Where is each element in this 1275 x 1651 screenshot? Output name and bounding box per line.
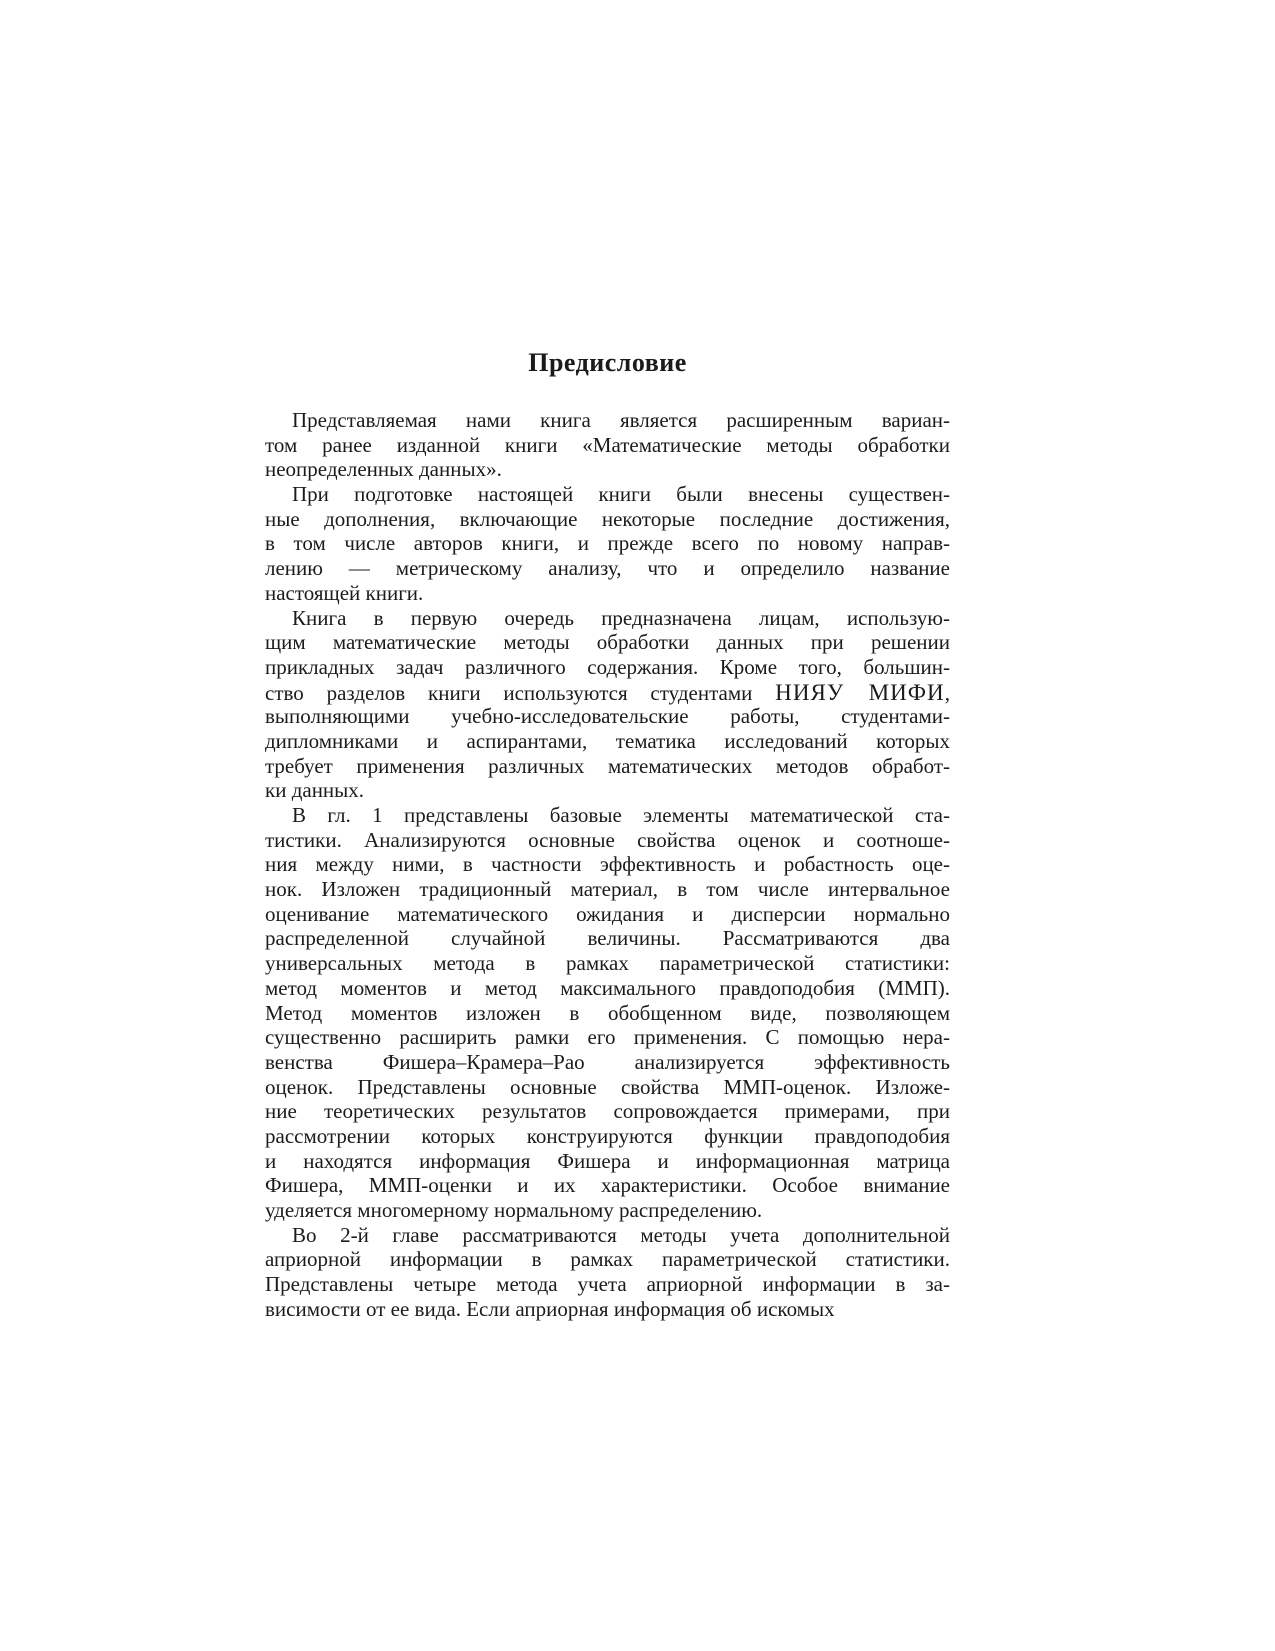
text-line: Книга в первую очередь предназначена лицам, использую- xyxy=(292,605,950,630)
text-line: настоящей книги. xyxy=(265,580,424,605)
text-line: метод моментов и метод максимального правдоподобия (ММП). xyxy=(265,975,950,1000)
text-line: висимости от ее вида. Если априорная информация об искомых xyxy=(265,1296,835,1321)
text-line: При подготовке настоящей книги были внесены существен- xyxy=(292,482,950,507)
text-line: и находятся информация Фишера и информационная матрица xyxy=(265,1148,950,1173)
text-line: оценок. Представлены основные свойства ММП-оценок. Изложе- xyxy=(265,1074,950,1099)
text-line: уделяется многомерному нормальному распределению. xyxy=(265,1198,763,1222)
text-line: щим математические методы обработки данных при решении xyxy=(265,630,950,655)
text-line: ния между ними, в частности эффективность и робастность оце- xyxy=(265,852,950,877)
text-line: универсальных метода в рамках параметрической статистики: xyxy=(265,951,950,976)
text-line: оценивание математического ожидания и дисперсии нормально xyxy=(265,901,950,926)
paragraph xyxy=(265,803,950,1223)
text-line: венства Фишера–Крамера–Рао анализируется эффективность xyxy=(265,1049,950,1074)
text-line: Фишера, ММП-оценки и их характеристики. Особое внимание xyxy=(265,1173,950,1198)
paragraph xyxy=(265,482,950,605)
text-line: Во 2-й главе рассматриваются методы учета дополнительной xyxy=(292,1222,950,1247)
paragraph xyxy=(265,1223,950,1322)
text-line: априорной информации в рамках параметрической статистики. xyxy=(265,1247,950,1272)
text-line: В гл. 1 представлены базовые элементы математической ста- xyxy=(292,803,950,827)
university-abbreviation: НИЯУ МИФИ xyxy=(775,678,945,705)
text-line: прикладных задач различного содержания. Кроме того, большин- xyxy=(265,654,950,679)
text-line: требует применения различных математических методов обработ- xyxy=(265,753,950,778)
text-line: ные дополнения, включающие некоторые последние достижения, xyxy=(265,506,950,531)
page-content xyxy=(265,348,950,1321)
text-line: нок. Изложен традиционный материал, в том числе интервальное xyxy=(265,877,950,902)
text-line: Представлены четыре метода учета априорной информации в за- xyxy=(265,1272,950,1297)
paragraph xyxy=(265,606,950,804)
text-line: Метод моментов изложен в обобщенном виде, позволяющем xyxy=(265,1000,950,1025)
text-line: рассмотрении которых конструируются функции правдоподобия xyxy=(265,1123,950,1148)
text-line: том ранее изданной книги «Математические методы обработки xyxy=(265,432,950,457)
text-line: неопределенных данных». xyxy=(265,457,502,482)
paragraph xyxy=(265,408,950,482)
text-line: Представляемая нами книга является расширенным вариан- xyxy=(292,408,950,432)
text-line: существенно расширить рамки его применения. С помощью нера- xyxy=(265,1025,950,1050)
text-line: тистики. Анализируются основные свойства оценок и соотноше- xyxy=(265,827,950,852)
text-line: выполняющими учебно-исследовательские работы, студентами- xyxy=(265,704,950,729)
text-line: распределенной случайной величины. Рассматриваются два xyxy=(265,926,950,951)
text-line: ство разделов книги используются студентами НИЯУ МИФИ, xyxy=(265,678,950,705)
text-line: ние теоретических результатов сопровождается примерами, при xyxy=(265,1099,950,1124)
text-line: в том числе авторов книги, и прежде всего по новому направ- xyxy=(265,531,950,556)
text-line: дипломниками и аспирантами, тематика исследований которых xyxy=(265,728,950,753)
text-line: лению — метрическому анализу, что и определило название xyxy=(265,556,950,581)
chapter-title: Предисловие xyxy=(528,348,687,377)
preface-text xyxy=(265,408,950,1321)
text-line: ки данных. xyxy=(265,778,365,803)
